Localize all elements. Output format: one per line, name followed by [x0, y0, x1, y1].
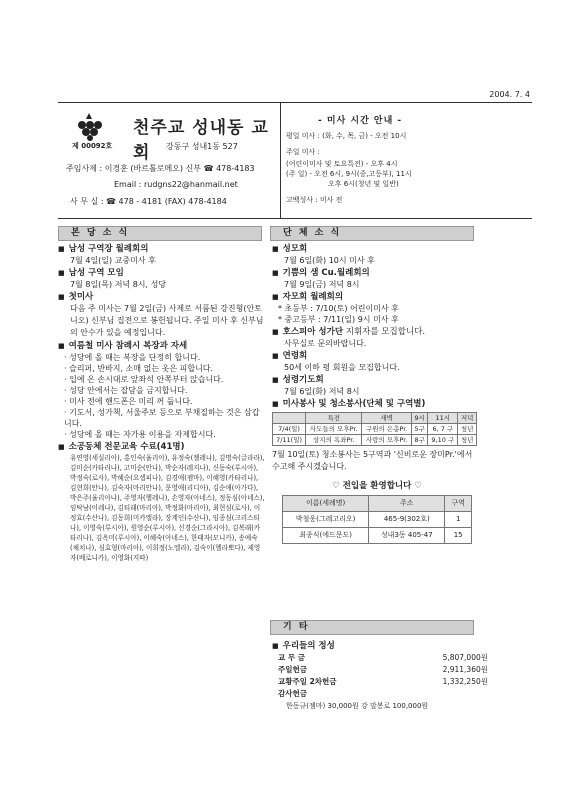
parish-news-heading: 본 당 소 식	[58, 226, 262, 241]
mass-times-title: - 미사 시간 안내 -	[318, 116, 403, 126]
table-header: 11시	[428, 413, 458, 424]
cleaning-note: 7월 10일(토) 청소봉사는 5구역과 '신비로운 장미Pr.'에서 수고해 주시겠습니다.	[272, 450, 473, 471]
thanks-donors: 한동규(젬마) 30,000원 강 말봉로 100,000원	[286, 702, 429, 710]
welcome-title: ♡ 전입을 환영합니다 ♡	[332, 481, 422, 491]
item-title: ■ 첫미사	[58, 292, 94, 302]
item-title: ■ 기쁨의 샘 Cu.월례회의	[272, 268, 370, 278]
table-header: 9시	[411, 413, 427, 424]
square-bullet-icon: ■	[272, 352, 279, 360]
table-cell: 사도들의 모후Pr.	[306, 424, 362, 435]
mass-line: (주 일) - 오전 6시, 9시(중,고등부), 11시	[286, 170, 412, 178]
table-cell: 1	[445, 512, 472, 528]
item-title: ■ 연령회	[272, 351, 308, 361]
item-title: ■ 우리들의 정성	[272, 641, 335, 651]
table-row	[273, 424, 477, 435]
table-header: 구역	[445, 496, 472, 512]
item-text: 7월 8일(목) 저녁 8시, 성당	[70, 280, 167, 289]
item-title: ■ 미사봉사 및 청소봉사(단체 및 구역별)	[272, 399, 426, 409]
email-info: Email : rudgns22@hanmail.net	[114, 180, 238, 189]
list-item: · 성당에 올 때는 복장을 단정히 합니다.	[64, 353, 201, 362]
table-cell: 6, 7 구	[428, 424, 458, 435]
item-title: ■ 남성 구역 모임	[58, 268, 124, 278]
list-item: · 성당에 올 때는 자가용 이용을 자제합시다.	[64, 430, 216, 439]
table-cell: 7/4(일)	[273, 424, 306, 435]
square-bullet-icon: ■	[272, 328, 279, 336]
table-cell: 7/11(일)	[273, 435, 306, 446]
item-text: 7월 9일(금) 저녁 8시	[284, 280, 360, 289]
welcome-table	[282, 495, 472, 544]
table-cell: 최종식(에드문도)	[283, 528, 369, 544]
square-bullet-icon: ■	[272, 376, 279, 384]
item-text: 7월 4일(일) 교중미사 후	[70, 256, 156, 265]
item-title: ■ 호스피아 성가단 지휘자를 모집합니다.	[272, 327, 426, 337]
square-bullet-icon: ■	[58, 269, 65, 277]
table-cell: 9,10 구	[428, 435, 458, 446]
table-cell: 성내3동 405-47	[369, 528, 445, 544]
mass-line: 평일 미사 : (화, 수, 목, 금) - 오전 10시	[286, 132, 407, 140]
item-text: 50세 이하 평 회원을 모집합니다.	[284, 363, 400, 372]
table-cell: 구원의 은총Pr.	[362, 424, 412, 435]
parish-news-column	[58, 242, 266, 563]
grape-logo-icon	[70, 111, 108, 141]
list-item: · 기도서, 성가책, 서울주보 등으로 부채질하는 것은 삼갑니다.	[64, 408, 260, 428]
mass-line: (어린이미사 및 토요특전) - 오후 4시	[286, 160, 398, 168]
table-cell: 청년	[458, 424, 477, 435]
table-header: 주소	[369, 496, 445, 512]
square-bullet-icon: ■	[272, 400, 279, 408]
item-title: ■ 여름철 미사 참례시 복장과 자세	[58, 341, 188, 351]
parish-address: 강동구 성내1동 527	[166, 142, 238, 151]
table-cell: 465-9(302호)	[369, 512, 445, 528]
offering-row: 감사헌금	[278, 689, 307, 698]
table-row	[283, 528, 472, 544]
item-title: ■ 소공동체 전문교육 수료(41명)	[58, 442, 185, 452]
mass-line: 주일 미사 :	[286, 148, 320, 156]
mass-line: 오후 6시(청년 및 일반)	[328, 180, 399, 188]
pastor-info: 주임사제 : 이경훈 (바르톨로메오) 신부 ☎ 478-4183	[66, 164, 255, 173]
square-bullet-icon: ■	[272, 245, 279, 253]
offerings-block	[272, 638, 492, 712]
table-header: 특전	[306, 413, 362, 424]
item-title: ■ 자모회 월례회의	[272, 292, 344, 302]
square-bullet-icon: ■	[272, 293, 279, 301]
mass-line: 고백성사 : 미사 전	[286, 196, 343, 204]
item-text: 사무실로 문의바랍니다.	[284, 339, 367, 348]
bulletin-header	[58, 102, 532, 219]
group-news-heading: 단 체 소 식	[270, 226, 474, 241]
list-item: · 입에 온 손시대로 앞좌석 안쪽부터 앉습니다.	[64, 375, 224, 384]
item-title: ■ 성모회	[272, 244, 308, 254]
square-bullet-icon: ■	[58, 293, 65, 301]
table-cell: 박철웅(그레고리오)	[283, 512, 369, 528]
item-title: ■ 성령기도회	[272, 375, 324, 385]
table-cell: 8구	[411, 435, 427, 446]
table-row	[273, 435, 477, 446]
list-item: · 슬리퍼, 반바지, 소매 없는 옷은 피합니다.	[64, 364, 214, 373]
table-cell: 15	[445, 528, 472, 544]
offering-row: 교황주일 2차헌금 1,332,250원	[278, 677, 488, 686]
item-text: 다음 주 미사는 7월 2일(금) 사제로 서품된 강진형(안토니오) 신부님 집전으로 봉헌됩니다. 주일 미사 후 신부님의 안수가 있을 예정입니다.	[70, 304, 264, 337]
square-bullet-icon: ■	[272, 642, 279, 650]
table-cell: 5구	[411, 424, 427, 435]
graduates-list: 유연영(세실리아), 홍인숙(율리아), 유정숙(젤레나), 김명숙(글라라), 김미순(카타리나), 고미순(안나), 박순자(레지나), 신동숙(루시아), 박정숙(로사), 박혜순(요셉피나), 김경애(젬마), 이혜영(카타리나), 김현희(안나), 김숙자(마리안나), 문영애(리디아), 김순애(아가다), 박은주(율리아나), 주영자(헬레나), 손영자(아네스), 정동심(아네스), 임탁남(이레나), 김티래(마리아), 박정화(마리아), 최현심(로사), 이정효(수산나), 김동희(미카엘라), 장계인(수산나), 임종심(크리스티나), 이영숙(루시아), 원영순(루시아), 신경순(그라시아), 김복래(카타리나), 김옥미(루시아), 이혜숙(아네스), 한태자(모니카), 송예숙(체치나), 심효형(마리아), 이희정(노엘라), 김숙이(헬라뽀다), 제영자(베로니카), 이영화(지따)	[70, 454, 265, 562]
issue-number: 제 00092호	[72, 142, 113, 150]
table-header	[273, 413, 306, 424]
table-header: 새벽	[362, 413, 412, 424]
item-text: 7월 6일(화) 저녁 8시	[284, 387, 360, 396]
parish-info	[58, 103, 281, 218]
item-text: 7월 6일(화) 10시 미사 후	[284, 256, 375, 265]
square-bullet-icon: ■	[58, 342, 65, 350]
list-item: · 성당 안에서는 잡담을 금지합니다.	[64, 386, 188, 395]
other-heading: 기 타	[270, 620, 474, 635]
service-table	[272, 412, 477, 446]
table-cell: 사랑의 모후Pr.	[362, 435, 412, 446]
list-item: * 중고등부 : 7/11(일) 9시 미사 후	[278, 315, 399, 324]
table-header: 이름(세례명)	[283, 496, 369, 512]
square-bullet-icon: ■	[272, 269, 279, 277]
offering-row: 주일헌금 2,911,360원	[278, 665, 488, 674]
list-item: · 미사 전에 핸드폰은 미리 꺼 둡니다.	[64, 397, 193, 406]
office-info: 사 무 실 : ☎ 478 - 4181 (FAX) 478-4184	[70, 197, 227, 206]
table-header-row	[273, 413, 477, 424]
table-header-row	[283, 496, 472, 512]
group-news-column	[272, 242, 482, 544]
item-title: ■ 남성 구역장 월례회의	[58, 244, 149, 254]
table-cell: 청년	[458, 435, 477, 446]
parish-name: 천주교 성내동 교회	[133, 118, 269, 163]
table-header: 저녁	[458, 413, 477, 424]
table-row	[283, 512, 472, 528]
square-bullet-icon: ■	[58, 443, 65, 451]
bulletin-date: 2004. 7. 4	[489, 90, 530, 99]
square-bullet-icon: ■	[58, 245, 65, 253]
offering-row: 교 무 금 5,807,000원	[278, 653, 488, 662]
list-item: * 초등부 : 7/10(토) 어린이미사 후	[278, 304, 399, 313]
table-cell: 상지의 옥좌Pr.	[306, 435, 362, 446]
